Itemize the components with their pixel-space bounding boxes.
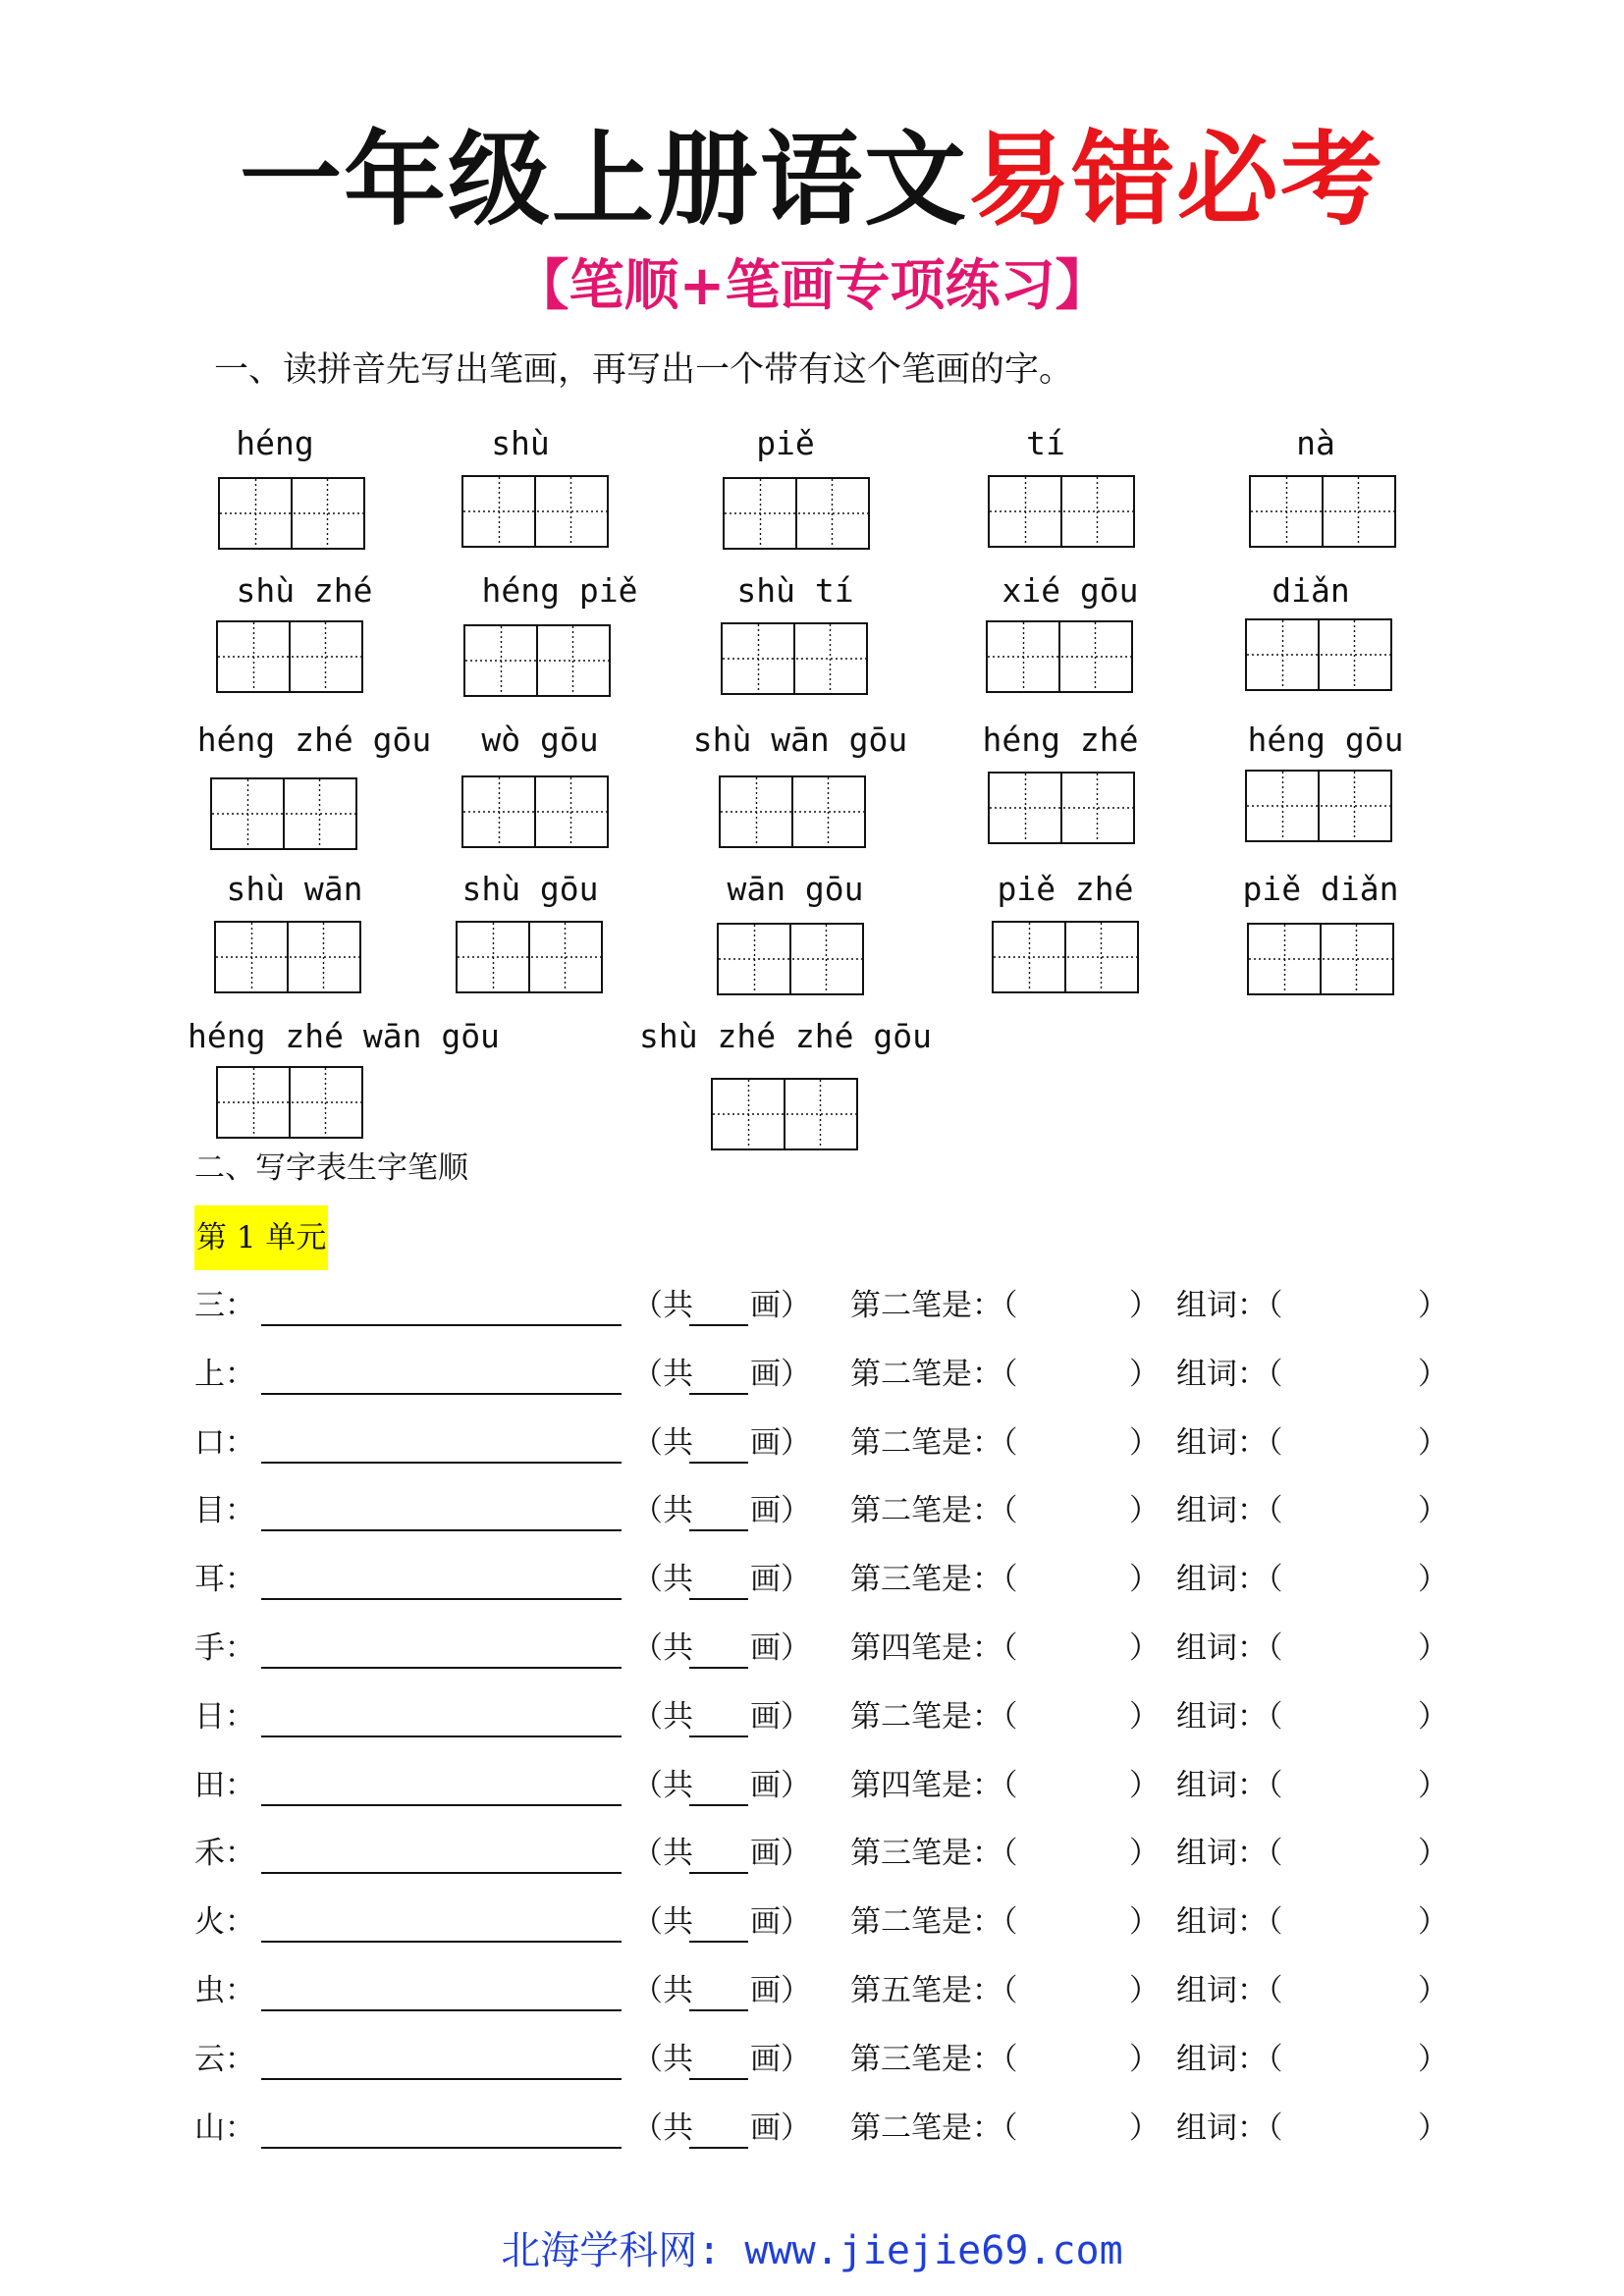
pinyin-label: piě zhé [997, 870, 1134, 908]
word-answer-close: ） [1418, 1904, 1448, 1940]
stroke-count-blank[interactable] [689, 1529, 748, 1531]
writing-grid[interactable] [216, 1066, 363, 1139]
pinyin-label: shù tí [736, 571, 854, 610]
stroke-order-blank[interactable] [261, 1667, 622, 1669]
word-label: 组词：（ [1176, 1562, 1283, 1597]
pinyin-label: shù [491, 424, 550, 462]
word-label: 组词：（ [1176, 1425, 1283, 1461]
pinyin-label: diǎn [1272, 571, 1350, 610]
stroke-answer-close: ） [1129, 1699, 1160, 1735]
writing-grid[interactable] [711, 1078, 858, 1150]
stroke-count-blank[interactable] [689, 1598, 748, 1600]
stroke-count-open: （共 [632, 1562, 693, 1597]
pinyin-label: héng zhé [982, 721, 1139, 759]
stroke-count-close: 画） [750, 1425, 811, 1461]
stroke-order-row [194, 1418, 1471, 1468]
stroke-count-open: （共 [632, 1288, 693, 1323]
word-label: 组词：（ [1176, 1836, 1283, 1871]
stroke-question: 第二笔是：（ [850, 1493, 1018, 1528]
stroke-count-close: 画） [750, 2042, 811, 2077]
word-answer-close: ） [1418, 1562, 1448, 1597]
stroke-count-blank[interactable] [689, 1941, 748, 1943]
stroke-question: 第四笔是：（ [850, 1630, 1018, 1666]
stroke-answer-close: ） [1129, 1904, 1160, 1940]
stroke-count-blank[interactable] [689, 1667, 748, 1669]
word-label: 组词：（ [1176, 1357, 1283, 1392]
stroke-answer-close: ） [1129, 1630, 1160, 1666]
stroke-count-close: 画） [750, 1699, 811, 1735]
stroke-question: 第二笔是：（ [850, 2110, 1018, 2146]
stroke-question: 第三笔是：（ [850, 1836, 1018, 1871]
pinyin-label: héng zhé wān gōu [188, 1017, 500, 1055]
word-label: 组词：（ [1176, 1288, 1283, 1323]
stroke-count-close: 画） [750, 1904, 811, 1940]
stroke-order-row [194, 1966, 1471, 2015]
stroke-order-blank[interactable] [261, 1529, 622, 1531]
writing-grid[interactable] [210, 777, 357, 850]
stroke-count-close: 画） [750, 1562, 811, 1597]
word-answer-close: ） [1418, 2042, 1448, 2077]
row-char: 云： [194, 2042, 255, 2077]
pinyin-label: shù wān [226, 870, 363, 908]
stroke-question: 第二笔是：（ [850, 1357, 1018, 1392]
writing-grid[interactable] [723, 477, 870, 550]
stroke-answer-close: ） [1129, 1768, 1160, 1803]
stroke-question: 第三笔是：（ [850, 2042, 1018, 2077]
writing-grid[interactable] [216, 620, 363, 693]
pinyin-label: piě [756, 424, 815, 462]
stroke-order-row [194, 1624, 1471, 1673]
stroke-count-close: 画） [750, 1630, 811, 1666]
stroke-question: 第四笔是：（ [850, 1768, 1018, 1803]
writing-grid[interactable] [463, 624, 611, 697]
writing-grid[interactable] [461, 775, 609, 848]
stroke-count-close: 画） [750, 1836, 811, 1871]
word-answer-close: ） [1418, 1288, 1448, 1323]
row-char: 火： [194, 1904, 255, 1940]
stroke-count-open: （共 [632, 1904, 693, 1940]
section2-heading: 二、写字表生字笔顺 [194, 1150, 468, 1186]
stroke-order-blank[interactable] [261, 1941, 622, 1943]
word-answer-close: ） [1418, 1425, 1448, 1461]
pinyin-label: shù zhé zhé gōu [638, 1017, 932, 1055]
stroke-question: 第二笔是：（ [850, 1425, 1018, 1461]
row-char: 耳： [194, 1562, 255, 1597]
title-highlight: 易错必考 [968, 120, 1385, 240]
writing-grid[interactable] [721, 622, 868, 695]
stroke-question: 第二笔是：（ [850, 1904, 1018, 1940]
stroke-order-blank[interactable] [261, 1598, 622, 1600]
row-char: 上： [194, 1357, 255, 1392]
stroke-order-blank[interactable] [261, 1462, 622, 1464]
stroke-answer-close: ） [1129, 1973, 1160, 2008]
stroke-answer-close: ） [1129, 2110, 1160, 2146]
word-answer-close: ） [1418, 1836, 1448, 1871]
stroke-order-row [194, 2104, 1471, 2153]
stroke-order-row [194, 1486, 1471, 1535]
stroke-count-blank[interactable] [689, 1804, 748, 1806]
stroke-count-open: （共 [632, 2110, 693, 2146]
stroke-order-blank[interactable] [261, 2147, 622, 2149]
stroke-count-close: 画） [750, 1768, 811, 1803]
stroke-question: 第二笔是：（ [850, 1288, 1018, 1323]
title-main: 一年级上册语文 [239, 120, 968, 240]
writing-grid[interactable] [988, 772, 1135, 844]
word-label: 组词：（ [1176, 1973, 1283, 2008]
stroke-count-blank[interactable] [689, 1872, 748, 1874]
writing-grid[interactable] [214, 921, 361, 993]
stroke-answer-close: ） [1129, 1493, 1160, 1528]
page-subtitle: 【笔顺+笔画专项练习】 [514, 254, 1110, 318]
word-answer-close: ） [1418, 2110, 1448, 2146]
stroke-order-blank[interactable] [261, 2078, 622, 2080]
writing-grid[interactable] [719, 775, 866, 848]
writing-grid[interactable] [988, 475, 1135, 548]
stroke-order-blank[interactable] [261, 1735, 622, 1737]
writing-grid[interactable] [456, 921, 603, 993]
stroke-count-blank[interactable] [689, 1462, 748, 1464]
stroke-count-blank[interactable] [689, 1735, 748, 1737]
row-char: 手： [194, 1630, 255, 1666]
word-answer-close: ） [1418, 1973, 1448, 2008]
pinyin-label: wò gōu [481, 721, 599, 759]
writing-grid[interactable] [986, 620, 1133, 693]
pinyin-label: héng gōu [1247, 721, 1404, 759]
stroke-order-row [194, 1555, 1471, 1604]
row-char: 目： [194, 1493, 255, 1528]
stroke-count-open: （共 [632, 1973, 693, 2008]
pinyin-label: héng zhé gōu [196, 721, 432, 759]
row-char: 日： [194, 1699, 255, 1735]
writing-grid[interactable] [717, 923, 864, 995]
word-label: 组词：（ [1176, 1493, 1283, 1528]
word-label: 组词：（ [1176, 2110, 1283, 2146]
stroke-answer-close: ） [1129, 1836, 1160, 1871]
word-answer-close: ） [1418, 1357, 1448, 1392]
stroke-count-close: 画） [750, 1357, 811, 1392]
writing-grid[interactable] [1247, 923, 1394, 995]
stroke-count-open: （共 [632, 2042, 693, 2077]
pinyin-label: wān gōu [727, 870, 864, 908]
stroke-answer-close: ） [1129, 1562, 1160, 1597]
writing-grid[interactable] [461, 475, 609, 548]
pinyin-label: nà [1296, 424, 1335, 462]
stroke-order-row [194, 1761, 1471, 1810]
word-answer-close: ） [1418, 1768, 1448, 1803]
pinyin-label: héng [236, 424, 314, 462]
pinyin-label: shù wān gōu [692, 721, 908, 759]
stroke-order-blank[interactable] [261, 1804, 622, 1806]
row-char: 田： [194, 1768, 255, 1803]
pinyin-label: xié gōu [1001, 571, 1139, 610]
writing-grid[interactable] [1245, 618, 1392, 691]
pinyin-label: héng piě [481, 571, 638, 610]
stroke-count-close: 画） [750, 1288, 811, 1323]
stroke-count-close: 画） [750, 1973, 811, 2008]
stroke-order-row [194, 2035, 1471, 2084]
pinyin-label: tí [1026, 424, 1065, 462]
pinyin-label: shù gōu [461, 870, 599, 908]
stroke-order-blank[interactable] [261, 2009, 622, 2011]
row-char: 三： [194, 1288, 255, 1323]
stroke-order-row [194, 1350, 1471, 1399]
word-label: 组词：（ [1176, 2042, 1283, 2077]
word-label: 组词：（ [1176, 1768, 1283, 1803]
pinyin-label: piě diǎn [1242, 870, 1399, 908]
stroke-order-row [194, 1281, 1471, 1330]
row-char: 虫： [194, 1973, 255, 2008]
footer-watermark: 北海学科网: www.jiejie69.com [501, 2228, 1123, 2273]
stroke-answer-close: ） [1129, 1425, 1160, 1461]
word-label: 组词：（ [1176, 1630, 1283, 1666]
word-label: 组词：（ [1176, 1699, 1283, 1735]
writing-grid[interactable] [1245, 770, 1392, 842]
stroke-order-blank[interactable] [261, 1324, 622, 1326]
row-char: 山： [194, 2110, 255, 2146]
stroke-count-blank[interactable] [689, 2009, 748, 2011]
stroke-count-open: （共 [632, 1357, 693, 1392]
stroke-count-blank[interactable] [689, 2078, 748, 2080]
stroke-order-blank[interactable] [261, 1393, 622, 1395]
stroke-question: 第二笔是：（ [850, 1699, 1018, 1735]
stroke-order-blank[interactable] [261, 1872, 622, 1874]
stroke-answer-close: ） [1129, 1288, 1160, 1323]
unit-label: 第 1 单元 [194, 1205, 328, 1270]
stroke-order-row [194, 1829, 1471, 1878]
word-answer-close: ） [1418, 1630, 1448, 1666]
stroke-count-blank[interactable] [689, 1324, 748, 1326]
word-label: 组词：（ [1176, 1904, 1283, 1940]
stroke-count-blank[interactable] [689, 2147, 748, 2149]
stroke-count-open: （共 [632, 1836, 693, 1871]
stroke-count-blank[interactable] [689, 1393, 748, 1395]
stroke-count-close: 画） [750, 2110, 811, 2146]
section1-instruction: 一、读拼音先写出笔画，再写出一个带有这个笔画的字。 [214, 350, 1074, 390]
writing-grid[interactable] [1249, 475, 1396, 548]
writing-grid[interactable] [218, 477, 365, 550]
pinyin-label: shù zhé [236, 571, 373, 610]
stroke-count-close: 画） [750, 1493, 811, 1528]
word-answer-close: ） [1418, 1699, 1448, 1735]
stroke-count-open: （共 [632, 1425, 693, 1461]
stroke-count-open: （共 [632, 1768, 693, 1803]
word-answer-close: ） [1418, 1493, 1448, 1528]
stroke-order-row [194, 1897, 1471, 1947]
row-char: 口： [194, 1425, 255, 1461]
stroke-question: 第三笔是：（ [850, 1562, 1018, 1597]
stroke-answer-close: ） [1129, 2042, 1160, 2077]
row-char: 禾： [194, 1836, 255, 1871]
writing-grid[interactable] [992, 921, 1139, 993]
stroke-count-open: （共 [632, 1699, 693, 1735]
stroke-count-open: （共 [632, 1493, 693, 1528]
page-title [0, 116, 1624, 243]
stroke-count-open: （共 [632, 1630, 693, 1666]
stroke-order-row [194, 1692, 1471, 1741]
stroke-question: 第五笔是：（ [850, 1973, 1018, 2008]
stroke-answer-close: ） [1129, 1357, 1160, 1392]
